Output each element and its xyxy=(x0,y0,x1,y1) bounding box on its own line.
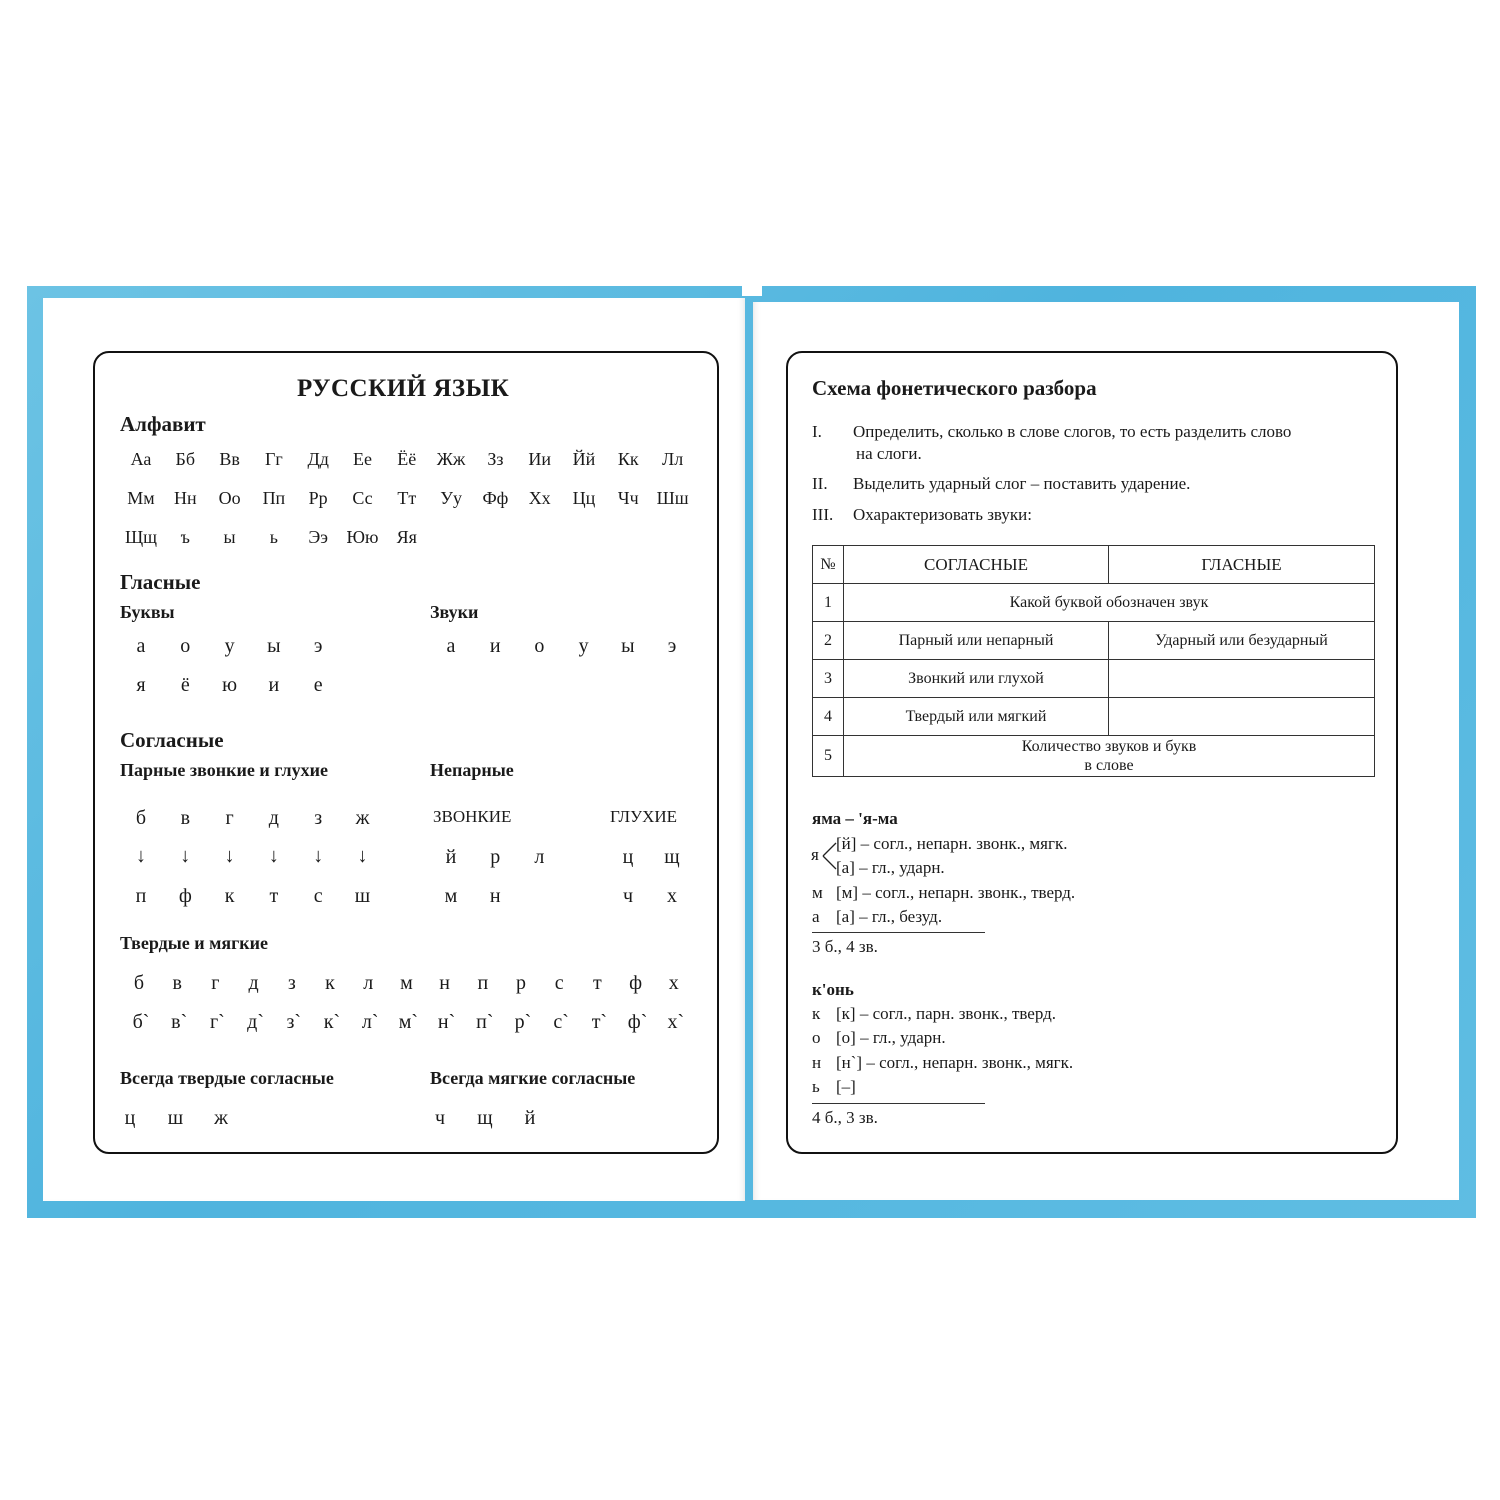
vowel-letter: э xyxy=(313,635,323,657)
example1-letter: а xyxy=(812,907,820,926)
soft-letter: р` xyxy=(514,1011,532,1033)
always-hard-label: Всегда твердые согласные xyxy=(120,1068,334,1088)
example1-line: [а] – гл., безуд. xyxy=(836,907,943,926)
example2-line: [о] – гл., ударн. xyxy=(836,1028,946,1047)
table-row xyxy=(813,736,1375,777)
row-consonant: Твердый или мягкий xyxy=(844,698,1109,736)
soft-letter: г` xyxy=(209,1011,225,1033)
vowel-sound: а xyxy=(446,635,456,657)
phonetic-table xyxy=(812,545,1375,777)
example2-line: [н`] – согл., непарн. звонк., мягк. xyxy=(836,1053,1074,1072)
row-num: 5 xyxy=(813,736,844,777)
step-1-num: I. xyxy=(812,422,822,441)
always-soft-letter: ч xyxy=(434,1107,446,1129)
alphabet-letter: Дд xyxy=(307,449,329,469)
soft-letter: ф` xyxy=(627,1011,648,1033)
vowel-letter: о xyxy=(180,635,191,657)
alphabet-letter: Тт xyxy=(397,488,417,508)
alphabet-letter: Йй xyxy=(572,449,596,469)
paired-voiceless-letter: к xyxy=(224,885,235,907)
unpaired-voiceless-letter: ц xyxy=(622,846,634,868)
example1-ya-line2: [а] – гл., ударн. xyxy=(836,858,945,877)
alphabet-letter: Вв xyxy=(219,449,240,469)
hard-letter: п xyxy=(477,972,489,994)
row-vowel: Ударный или безударный xyxy=(1109,622,1375,660)
soft-letter: м` xyxy=(398,1011,419,1033)
unpaired-label: Непарные xyxy=(430,760,514,780)
alphabet-letter: Ии xyxy=(528,449,551,469)
row-merged-line1: Количество звуков и букв xyxy=(1021,738,1197,755)
unpaired-voiced-letter: н xyxy=(489,885,501,907)
vowel-letter: у xyxy=(224,635,235,657)
table-row xyxy=(813,660,1375,698)
vowel-sound: о xyxy=(534,635,545,657)
header-vowels: ГЛАСНЫЕ xyxy=(1109,546,1375,584)
header-consonants: СОГЛАСНЫЕ xyxy=(844,546,1109,584)
always-hard-letter: ц xyxy=(124,1107,136,1129)
step-3-num: III. xyxy=(812,505,834,524)
step-1-text-cont: на слоги. xyxy=(856,444,922,463)
row-num: 2 xyxy=(813,622,844,660)
hard-letter: х xyxy=(668,972,679,994)
row-consonant: Звонкий или глухой xyxy=(844,660,1109,698)
example1-divider xyxy=(812,932,985,933)
soft-letter: п` xyxy=(476,1011,494,1033)
hard-letter: с xyxy=(554,972,564,994)
alphabet-letter: ы xyxy=(223,527,236,547)
alphabet-letter: Пп xyxy=(262,488,286,508)
table-row xyxy=(813,584,1375,622)
paired-voiced-letter: г xyxy=(225,807,234,829)
example2-letter: к xyxy=(812,1004,821,1023)
vowel-letters-label: Буквы xyxy=(120,602,175,622)
soft-letter: х` xyxy=(667,1011,685,1033)
scheme-title: Схема фонетического разбора xyxy=(812,376,1097,400)
vowel-letter: ы xyxy=(267,635,281,657)
consonants-heading: Согласные xyxy=(120,728,224,752)
paired-label: Парные звонкие и глухие xyxy=(120,760,328,780)
paired-voiced-letter: з xyxy=(314,807,323,829)
hard-letter: р xyxy=(516,972,526,994)
row-merged: Какой буквой обозначен звук xyxy=(844,584,1375,622)
always-hard-letter: ж xyxy=(214,1107,228,1129)
vowel-sound: э xyxy=(667,635,677,657)
paired-voiced-letter: в xyxy=(180,807,191,829)
alphabet-letter: ь xyxy=(269,527,278,547)
paired-voiceless-letter: с xyxy=(313,885,323,907)
soft-letter: б` xyxy=(132,1011,150,1033)
paired-voiced-letter: б xyxy=(135,807,147,829)
soft-letter: л` xyxy=(361,1011,379,1033)
always-hard-letter: ш xyxy=(167,1107,184,1129)
always-soft-letter: щ xyxy=(477,1107,493,1129)
vowel-sound: и xyxy=(489,635,501,657)
row-vowel xyxy=(1109,660,1375,698)
voiced-label: ЗВОНКИЕ xyxy=(433,807,512,826)
paired-voiceless-letter: ф xyxy=(178,885,192,907)
alphabet-letter: Чч xyxy=(617,488,639,508)
row-num: 3 xyxy=(813,660,844,698)
unpaired-voiceless-letter: щ xyxy=(664,846,680,868)
hard-letter: к xyxy=(325,972,335,994)
alphabet-letter: Зз xyxy=(487,449,504,469)
alphabet-letter: Уу xyxy=(440,488,462,508)
alphabet-letter: Юю xyxy=(346,527,379,547)
hard-letter: н xyxy=(439,972,450,994)
example1-ya-letter: я xyxy=(811,845,819,864)
paired-voiceless-letter: т xyxy=(269,885,279,907)
example2-line: [к] – согл., парн. звонк., тверд. xyxy=(836,1004,1057,1023)
step-1-text: Определить, сколько в слове слогов, то есть разделить слово xyxy=(853,422,1292,441)
hard-letter: в xyxy=(172,972,182,994)
row-num: 1 xyxy=(813,584,844,622)
hard-letter: ф xyxy=(629,972,643,994)
unpaired-voiced-letter: л xyxy=(534,846,545,868)
unpaired-voiced-letter: й xyxy=(445,846,457,868)
page-title: РУССКИЙ ЯЗЫК xyxy=(297,375,510,402)
hard-letter: г xyxy=(211,972,220,994)
row-num: 4 xyxy=(813,698,844,736)
row-consonant: Парный или непарный xyxy=(844,622,1109,660)
alphabet-letter: Шш xyxy=(656,488,689,508)
alphabet-letter: Мм xyxy=(127,488,155,508)
alphabet-letter: Сс xyxy=(352,488,373,508)
arrow-down-icon: ↓ xyxy=(268,845,279,867)
always-soft-label: Всегда мягкие согласные xyxy=(430,1068,636,1088)
example2-letter: ь xyxy=(812,1077,820,1096)
unpaired-voiceless-letter: ч xyxy=(622,885,634,907)
soft-letter: з` xyxy=(286,1011,302,1033)
example1-total: 3 б., 4 зв. xyxy=(812,937,878,956)
soft-letter: с` xyxy=(553,1011,569,1033)
arrow-down-icon: ↓ xyxy=(136,845,146,867)
example1-letter: м xyxy=(812,883,823,902)
step-2-num: II. xyxy=(812,474,828,493)
hard-letter: з xyxy=(287,972,296,994)
vowel-letter: и xyxy=(268,674,280,696)
unpaired-voiceless-letter: х xyxy=(667,885,677,907)
vowel-sound: ы xyxy=(621,635,635,657)
alphabet-letter: Оо xyxy=(218,488,241,508)
paired-voiceless-letter: ш xyxy=(354,885,371,907)
alphabet-letter: Ёё xyxy=(397,449,417,469)
step-3-text: Охарактеризовать звуки: xyxy=(853,505,1032,524)
cover-gap xyxy=(742,286,762,296)
alphabet-letter: Гг xyxy=(264,449,283,469)
header-num: № xyxy=(813,546,844,584)
alphabet-letter: Ее xyxy=(353,449,372,469)
example2-total: 4 б., 3 зв. xyxy=(812,1108,878,1127)
paired-voiced-letter: д xyxy=(268,807,279,829)
hard-letter: л xyxy=(363,972,374,994)
example2-letter: н xyxy=(812,1053,822,1072)
alphabet-letter: Лл xyxy=(661,449,684,469)
hard-soft-label: Твердые и мягкие xyxy=(120,933,269,953)
arrow-down-icon: ↓ xyxy=(180,845,191,867)
hard-letter: б xyxy=(133,972,145,994)
paired-voiceless-letter: п xyxy=(135,885,147,907)
example1-line: [м] – согл., непарн. звонк., тверд. xyxy=(836,883,1076,902)
voiceless-label: ГЛУХИЕ xyxy=(610,807,678,826)
alphabet-letter: Бб xyxy=(175,449,196,469)
table-header-row xyxy=(813,546,1375,584)
vowels-heading: Гласные xyxy=(120,570,201,594)
alphabet-letter: Жж xyxy=(436,449,466,469)
arrow-down-icon: ↓ xyxy=(313,845,324,867)
alphabet-letter: Кк xyxy=(617,449,639,469)
alphabet-letter: Цц xyxy=(572,488,596,508)
vowel-letter: ё xyxy=(180,674,190,696)
alphabet-heading: Алфавит xyxy=(120,412,206,436)
example2-line: [–] xyxy=(836,1077,856,1096)
table-row xyxy=(813,622,1375,660)
alphabet-letter: ъ xyxy=(180,527,190,547)
step-2-text: Выделить ударный слог – поставить ударение. xyxy=(853,474,1191,493)
table-row xyxy=(813,698,1375,736)
alphabet-letter: Яя xyxy=(396,527,417,547)
example1-ya-line1: [й] – согл., непарн. звонк., мягк. xyxy=(836,834,1068,853)
soft-letter: т` xyxy=(591,1011,608,1033)
row-vowel xyxy=(1109,698,1375,736)
alphabet-letter: Нн xyxy=(173,488,197,508)
soft-letter: д` xyxy=(247,1011,265,1033)
vowel-sound: у xyxy=(578,635,589,657)
alphabet-letter: Фф xyxy=(482,488,509,508)
example2-divider xyxy=(812,1103,985,1104)
vowel-letter: я xyxy=(136,674,146,696)
alphabet-letter: Ээ xyxy=(308,527,328,547)
row-merged xyxy=(844,736,1375,777)
unpaired-voiced-letter: р xyxy=(490,846,501,868)
hard-letter: д xyxy=(248,972,259,994)
example1-word: яма – 'я-ма xyxy=(812,809,898,828)
hard-letter: м xyxy=(400,972,413,994)
alphabet-letter: Хх xyxy=(528,488,551,508)
vowel-letter: а xyxy=(136,635,146,657)
vowel-letter: е xyxy=(313,674,323,696)
arrow-down-icon: ↓ xyxy=(224,845,235,867)
example2-word: к'онь xyxy=(812,980,854,999)
soft-letter: в` xyxy=(171,1011,188,1033)
alphabet-letter: Рр xyxy=(308,488,328,508)
vowel-sounds-label: Звуки xyxy=(430,602,479,622)
paired-voiced-letter: ж xyxy=(355,807,370,829)
unpaired-voiced-letter: м xyxy=(444,885,458,907)
row-merged-line2: в слове xyxy=(1084,757,1134,774)
alphabet-letter: Аа xyxy=(130,449,152,469)
hard-letter: т xyxy=(593,972,602,994)
vowel-letter: ю xyxy=(222,674,238,696)
always-soft-letter: й xyxy=(524,1107,536,1129)
alphabet-letter: Щщ xyxy=(124,527,158,547)
example2-letter: о xyxy=(812,1028,821,1047)
arrow-down-icon: ↓ xyxy=(357,845,368,867)
soft-letter: к` xyxy=(323,1011,341,1033)
soft-letter: н` xyxy=(437,1011,456,1033)
